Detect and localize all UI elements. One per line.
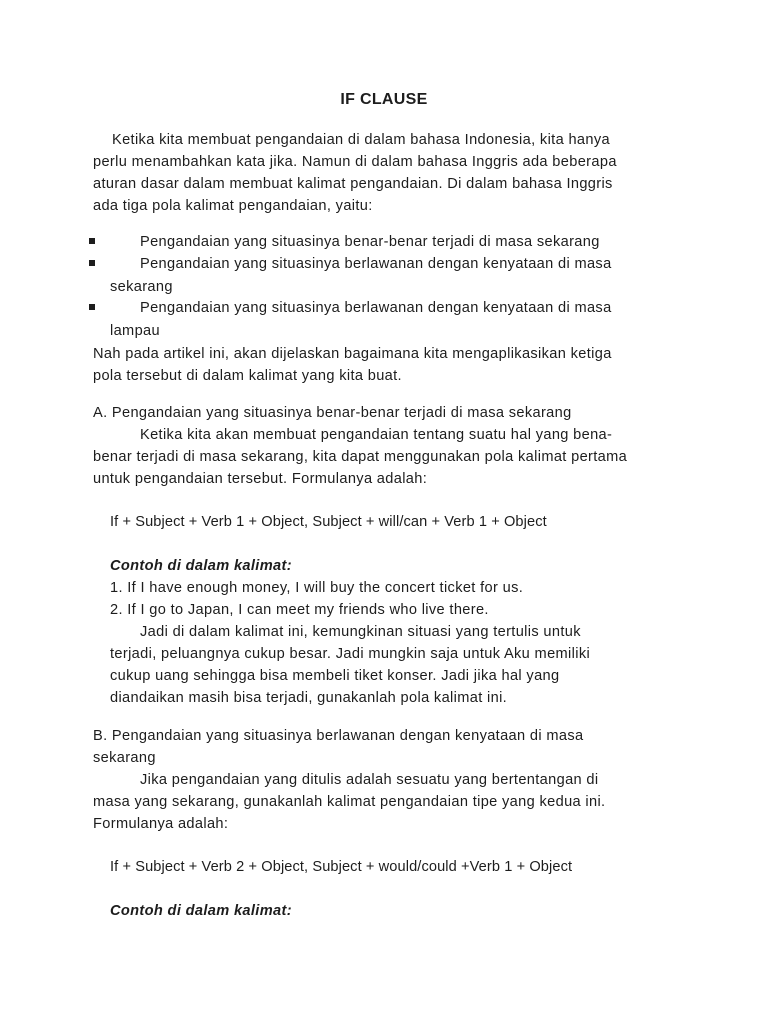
after-bullets-line-2: pola tersebut di dalam kalimat yang kita buat. bbox=[93, 368, 402, 384]
bullet-square-icon bbox=[89, 238, 95, 244]
section-b-body-3: Formulanya adalah: bbox=[93, 816, 229, 832]
bullet-3-continuation: lampau bbox=[110, 323, 160, 339]
section-b-heading-1: B. Pengandaian yang situasinya berlawanan dengan kenyataan di masa bbox=[93, 728, 584, 744]
section-a-formula: If + Subject + Verb 1 + Object, Subject + will/can + Verb 1 + Object bbox=[110, 514, 547, 530]
section-a-example-heading: Contoh di dalam kalimat: bbox=[110, 558, 292, 574]
section-b-example-heading: Contoh di dalam kalimat: bbox=[110, 903, 292, 919]
section-b-body-2: masa yang sekarang, gunakanlah kalimat pengandaian tipe yang kedua ini. bbox=[93, 794, 606, 810]
section-a-body-3: untuk pengandaian tersebut. Formulanya adalah: bbox=[93, 471, 428, 487]
intro-line-4: ada tiga pola kalimat pengandaian, yaitu: bbox=[93, 198, 373, 214]
intro-line-2: perlu menambahkan kata jika. Namun di dalam bahasa Inggris ada beberapa bbox=[93, 154, 617, 170]
section-a-heading: A. Pengandaian yang situasinya benar-benar terjadi di masa sekarang bbox=[93, 405, 572, 421]
bullet-1-text: Pengandaian yang situasinya benar-benar terjadi di masa sekarang bbox=[140, 234, 600, 250]
section-a-body-2: benar terjadi di masa sekarang, kita dapat menggunakan pola kalimat pertama bbox=[93, 449, 628, 465]
section-b-body-1: Jika pengandaian yang ditulis adalah sesuatu yang bertentangan di bbox=[140, 772, 599, 788]
section-a-example-2: 2. If I go to Japan, I can meet my friends who live there. bbox=[110, 602, 489, 618]
section-b-heading-2: sekarang bbox=[93, 750, 156, 766]
bullet-square-icon bbox=[89, 304, 95, 310]
section-b-formula: If + Subject + Verb 2 + Object, Subject + would/could +Verb 1 + Object bbox=[110, 859, 573, 875]
intro-line-1: Ketika kita membuat pengandaian di dalam bahasa Indonesia, kita hanya bbox=[112, 132, 610, 148]
bullet-2-text: Pengandaian yang situasinya berlawanan dengan kenyataan di masa bbox=[140, 256, 612, 272]
intro-line-3: aturan dasar dalam membuat kalimat pengandaian. Di dalam bahasa Inggris bbox=[93, 176, 613, 192]
bullet-3-text: Pengandaian yang situasinya berlawanan dengan kenyataan di masa bbox=[140, 300, 612, 316]
page-title: IF CLAUSE bbox=[340, 91, 428, 108]
section-a-explanation-1: Jadi di dalam kalimat ini, kemungkinan situasi yang tertulis untuk bbox=[140, 624, 581, 640]
after-bullets-line-1: Nah pada artikel ini, akan dijelaskan bagaimana kita mengaplikasikan ketiga bbox=[93, 346, 612, 362]
bullet-square-icon bbox=[89, 260, 95, 266]
section-a-body-1: Ketika kita akan membuat pengandaian tentang suatu hal yang bena- bbox=[140, 427, 613, 443]
section-a-explanation-3: cukup uang sehingga bisa membeli tiket konser. Jadi jika hal yang bbox=[110, 668, 560, 684]
bullet-2-continuation: sekarang bbox=[110, 279, 173, 295]
section-a-example-1: 1. If I have enough money, I will buy the concert ticket for us. bbox=[110, 580, 524, 596]
section-a-explanation-2: terjadi, peluangnya cukup besar. Jadi mungkin saja untuk Aku memiliki bbox=[110, 646, 591, 662]
section-a-explanation-4: diandaikan masih bisa terjadi, gunakanlah pola kalimat ini. bbox=[110, 690, 508, 706]
